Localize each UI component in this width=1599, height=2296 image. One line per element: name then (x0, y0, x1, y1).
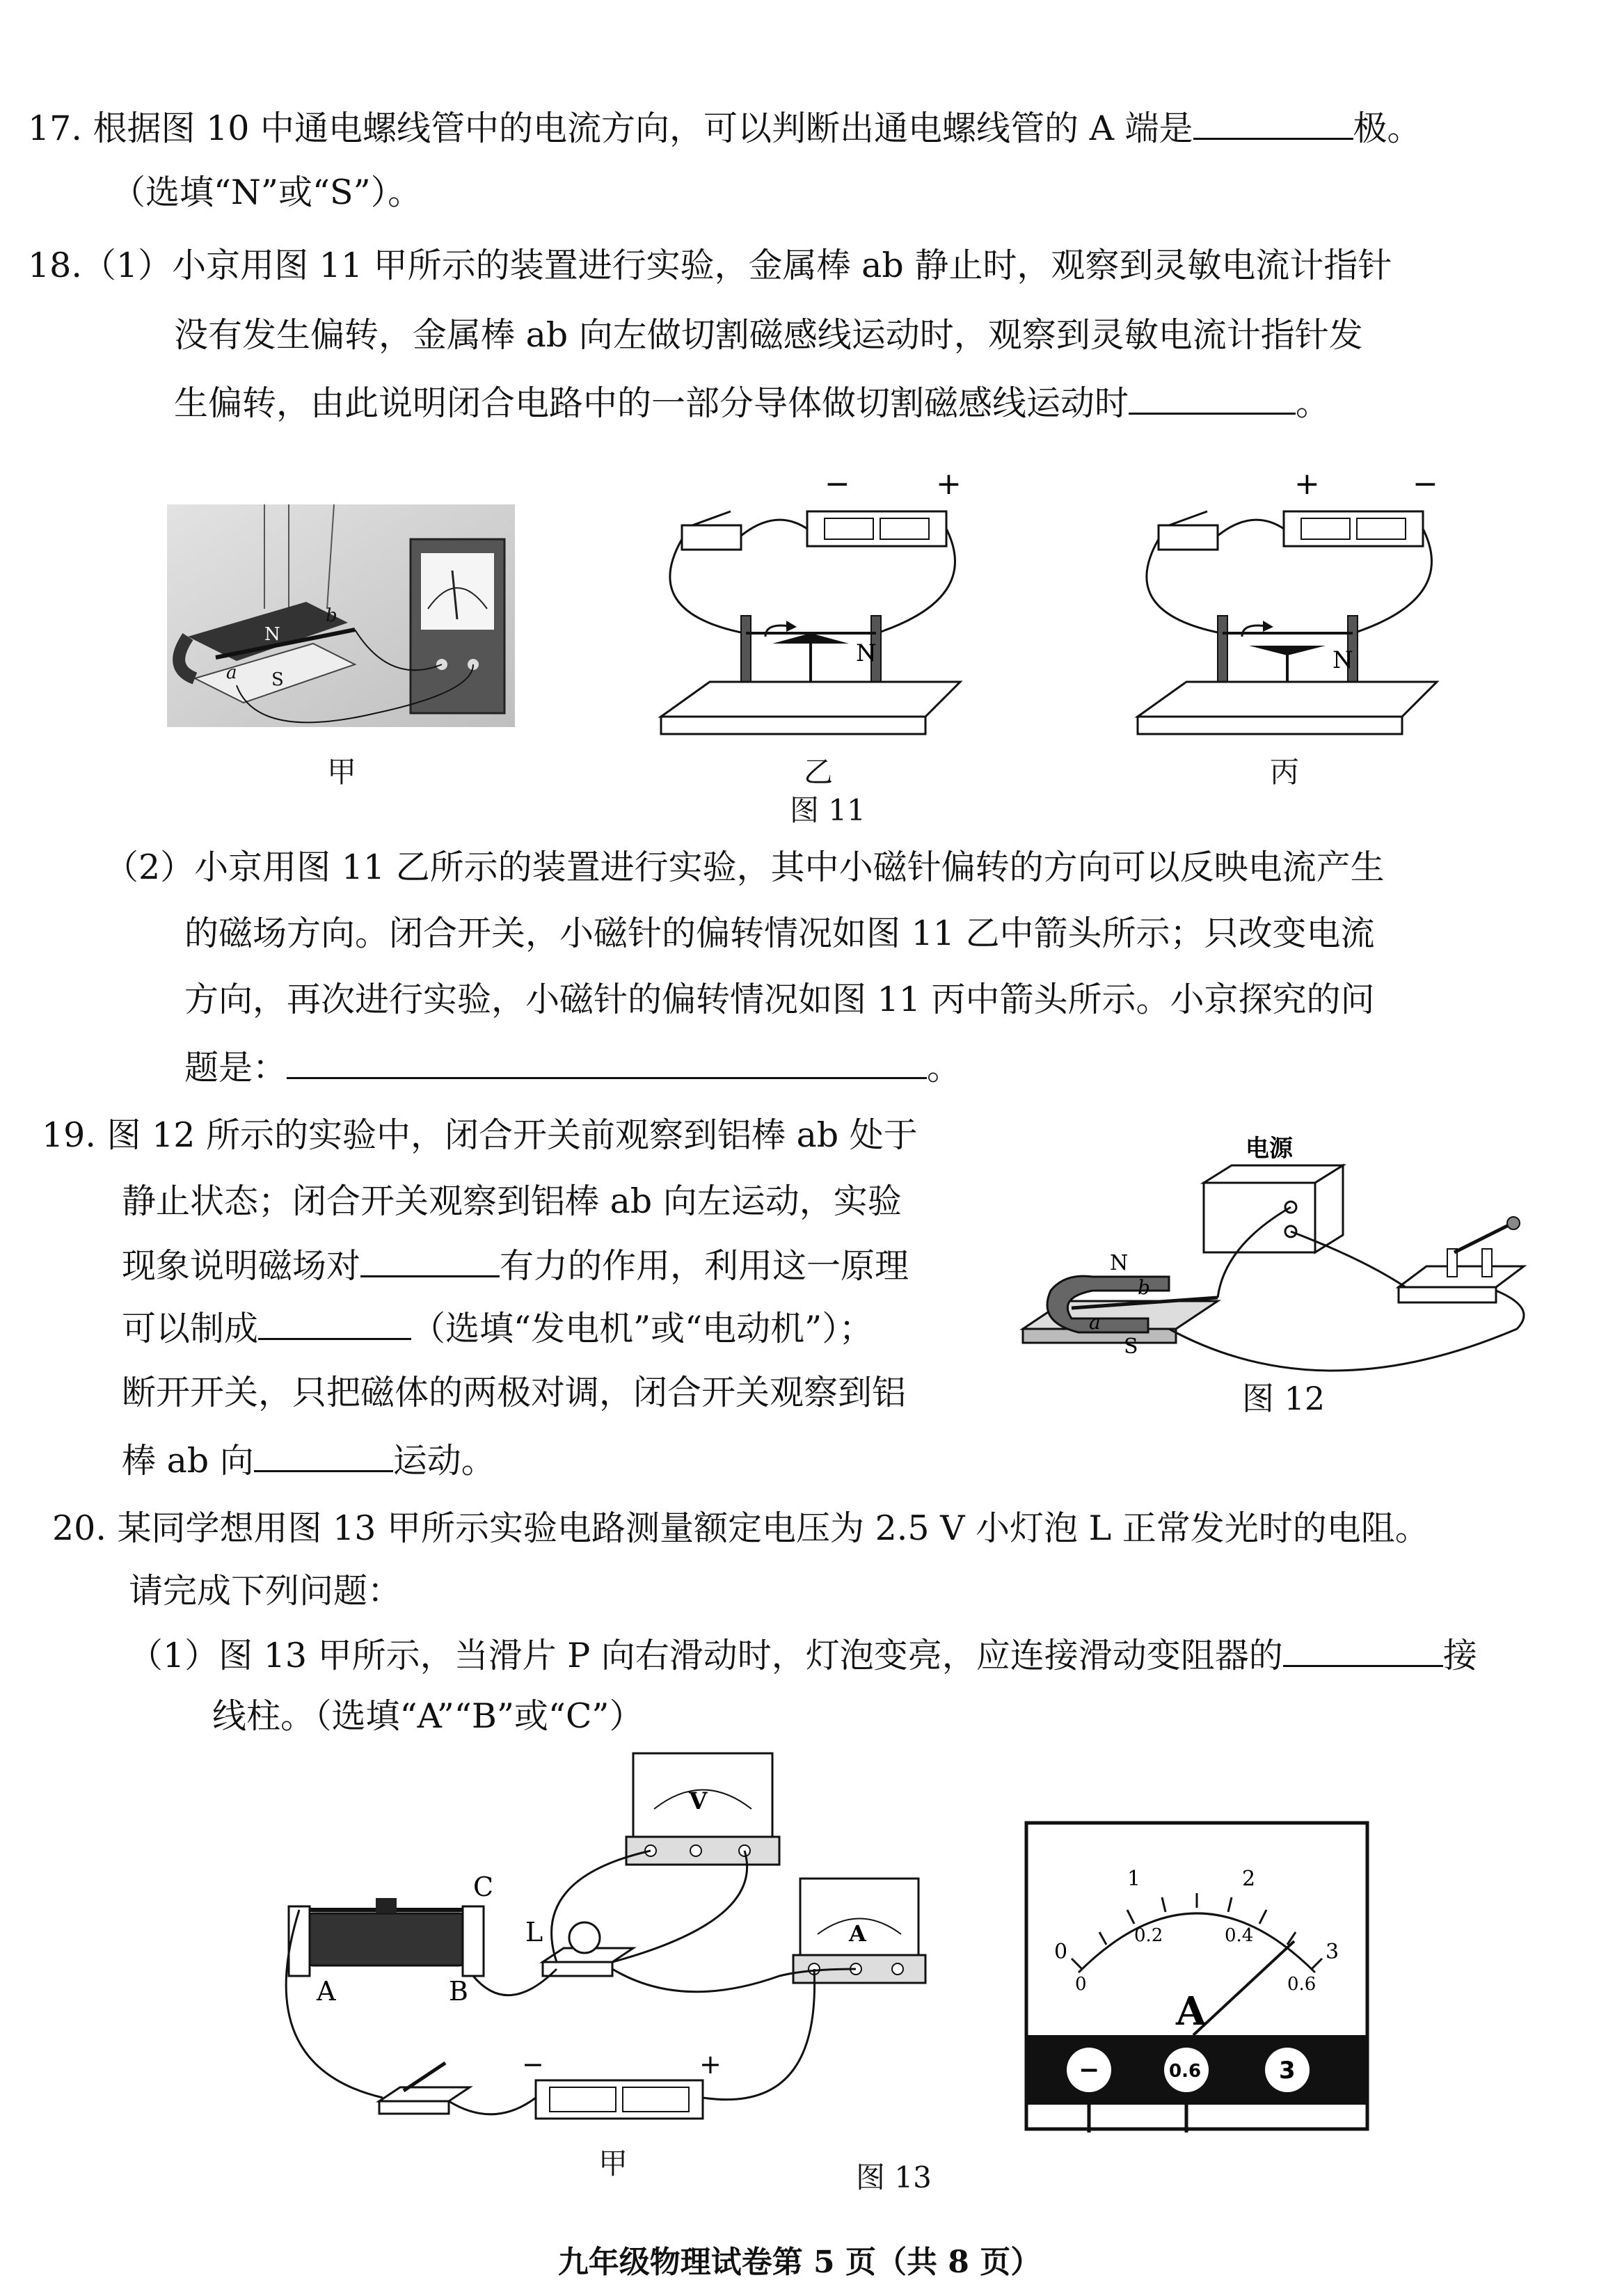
svg-text:a: a (226, 662, 237, 683)
svg-text:a: a (1089, 1311, 1101, 1334)
q18-p2-line3: 方向，再次进行实验，小磁针的偏转情况如图 11 丙中箭头所示。小京探究的问 (184, 980, 1375, 1019)
svg-text:S: S (1124, 1334, 1138, 1359)
q17-line2: （选填“N”或“S”）。 (111, 173, 422, 212)
svg-text:N: N (856, 639, 877, 667)
q19-line2: 静止状态；闭合开关观察到铝棒 ab 向左运动，实验 (122, 1181, 902, 1221)
svg-text:A: A (317, 1976, 336, 2007)
q20-line2: 请完成下列问题： (129, 1571, 402, 1611)
svg-text:−: − (1413, 466, 1438, 502)
fig13-caption: 图 13 (856, 2160, 932, 2194)
fig13-ammeter-dial (1023, 1819, 1371, 2132)
fig11-caption: 图 11 (790, 793, 866, 827)
svg-text:3: 3 (1326, 1940, 1339, 1964)
q18-p2-line4: 题是： 。 (184, 1044, 961, 1090)
q20-line3: （1）图 13 甲所示，当滑片 P 向右滑动时，灯泡变亮，应连接滑动变阻器的 接 (129, 1632, 1477, 1678)
q17-answer-blank[interactable] (1193, 104, 1353, 140)
fig11-b-apparatus (647, 459, 974, 744)
svg-text:C: C (473, 1872, 494, 1902)
fig11-sub-c: 丙 (1270, 755, 1300, 789)
svg-text:A: A (849, 1920, 866, 1947)
svg-text:b: b (1138, 1276, 1150, 1299)
svg-text:2: 2 (1242, 1867, 1256, 1891)
q18-p1-answer-blank[interactable] (1129, 379, 1296, 415)
q18-p1-line2: 没有发生偏转，金属棒 ab 向左做切割磁感线运动时，观察到灵敏电流计指针发 (174, 315, 1363, 355)
q19-blank-1[interactable] (360, 1242, 500, 1277)
svg-text:A: A (1176, 1988, 1207, 2034)
fig11-sub-a: 甲 (327, 755, 357, 789)
svg-text:0: 0 (1075, 1974, 1087, 1995)
svg-text:L: L (525, 1917, 543, 1947)
svg-text:1: 1 (1127, 1867, 1141, 1891)
svg-text:0: 0 (1054, 1940, 1068, 1964)
svg-text:3: 3 (1279, 2057, 1296, 2084)
svg-text:b: b (326, 605, 337, 626)
svg-text:N: N (264, 624, 280, 645)
q18-p2-answer-blank[interactable] (287, 1044, 927, 1079)
svg-text:0.6: 0.6 (1287, 1974, 1316, 1995)
q19-line6: 棒 ab 向 运动。 (122, 1437, 495, 1483)
svg-text:B: B (449, 1976, 468, 2007)
svg-text:−: − (825, 466, 850, 502)
fig12-apparatus (1009, 1120, 1566, 1412)
svg-text:+: + (699, 2049, 722, 2080)
svg-text:V: V (689, 1787, 708, 1815)
q19-blank-2[interactable] (258, 1305, 411, 1340)
svg-text:S: S (271, 669, 284, 690)
fig11-c-apparatus (1124, 459, 1451, 744)
q18-p2-line1: （2）小京用图 11 乙所示的装置进行实验，其中小磁针偏转的方向可以反映电流产生 (104, 847, 1385, 887)
svg-text:0.4: 0.4 (1225, 1925, 1254, 1946)
q20-line4: 线柱。（选填“A”“B”或“C”） (212, 1696, 644, 1736)
svg-text:−: − (1079, 2056, 1100, 2084)
svg-text:N: N (1332, 646, 1353, 674)
q19-line4: 可以制成 （选填“发电机”或“电动机”）； (122, 1305, 873, 1351)
fig13-sub-a: 甲 (598, 2146, 628, 2181)
svg-text:−: − (522, 2049, 544, 2080)
svg-text:+: + (936, 466, 962, 502)
q17-line1: 17. 根据图 10 中通电螺线管中的电流方向，可以判断出通电螺线管的 A 端是 极。 (28, 104, 1422, 151)
fig12-caption: 图 12 (1242, 1380, 1326, 1417)
q19-line1: 19. 图 12 所示的实验中，闭合开关前观察到铝棒 ab 处于 (42, 1115, 918, 1155)
svg-text:0.6: 0.6 (1169, 2061, 1202, 2082)
svg-text:N: N (1110, 1251, 1129, 1275)
q18-p1-line1: 18.（1）小京用图 11 甲所示的装置进行实验，金属棒 ab 静止时，观察到灵敏电流计指针 (28, 246, 1392, 285)
q18-p1-line3: 生偏转，由此说明闭合电路中的一部分导体做切割磁感线运动时 。 (174, 379, 1330, 426)
svg-text:0.2: 0.2 (1134, 1925, 1163, 1946)
svg-text:电源: 电源 (1246, 1135, 1293, 1163)
page-footer: 九年级物理试卷第 5 页（共 8 页） (557, 2245, 1042, 2280)
fig11-sub-b: 乙 (804, 755, 834, 789)
q20-line1: 20. 某同学想用图 13 甲所示实验电路测量额定电压为 2.5 V 小灯泡 L 正常发光时的电阻。 (52, 1508, 1429, 1548)
q20-answer-blank[interactable] (1283, 1632, 1443, 1667)
q18-p2-line2: 的磁场方向。闭合开关，小磁针的偏转情况如图 11 乙中箭头所示；只改变电流 (184, 914, 1375, 953)
q19-line5: 断开开关，只把磁体的两极对调，闭合开关观察到铝 (122, 1373, 907, 1412)
q19-line3: 现象说明磁场对 有力的作用，利用这一原理 (122, 1242, 909, 1289)
q19-blank-3[interactable] (254, 1437, 393, 1472)
svg-text:+: + (1294, 466, 1320, 502)
fig13-circuit (264, 1739, 932, 2150)
fig11-a-apparatus (167, 504, 515, 727)
